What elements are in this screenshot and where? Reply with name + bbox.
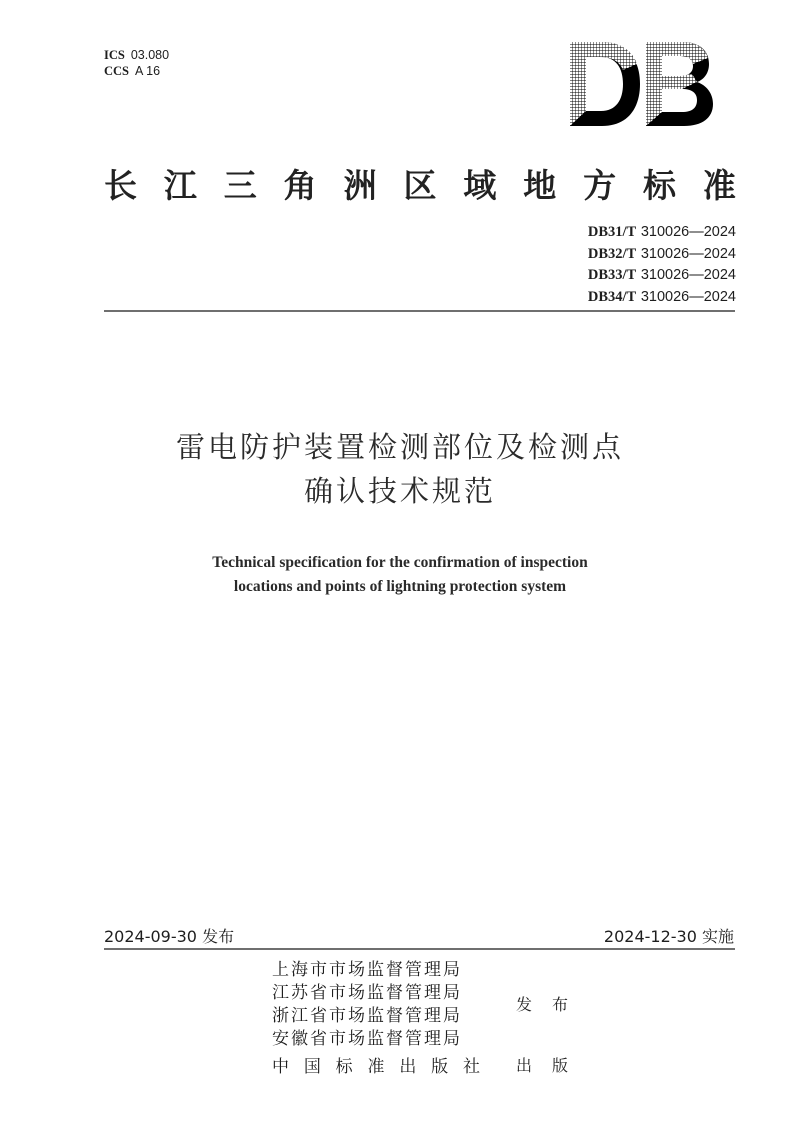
ccs-code: CCS A 16 xyxy=(104,64,161,78)
label-char: 出 xyxy=(516,1056,533,1075)
implementation-date: 2024-12-30 实施 xyxy=(603,927,734,946)
standard-numbers xyxy=(588,222,736,308)
standard-number: DB31/T 310026—2024 xyxy=(587,224,736,240)
chinese-title-line: 雷电防护装置检测部位及检测点 xyxy=(175,430,624,464)
issuer: 安徽省市场监督管理局 xyxy=(272,1029,462,1049)
standard-number: DB33/T 310026—2024 xyxy=(587,267,736,283)
title-char: 长 xyxy=(104,166,137,205)
title-char: 准 xyxy=(702,166,736,205)
title-char: 三 xyxy=(223,166,257,205)
label-char: 布 xyxy=(551,995,568,1014)
issuing-authorities xyxy=(272,959,462,1051)
chinese-title xyxy=(0,425,800,513)
title-char: 角 xyxy=(283,166,317,205)
issuer: 江苏省市场监督管理局 xyxy=(272,983,462,1003)
title-char: 标 xyxy=(643,166,677,205)
publish-label xyxy=(516,1053,568,1076)
publisher-char: 版 xyxy=(431,1057,449,1077)
ics-code: ICS 03.080 xyxy=(104,48,170,62)
issue-label xyxy=(516,992,568,1015)
label-char: 版 xyxy=(551,1056,568,1075)
issuer: 浙江省市场监督管理局 xyxy=(272,1006,462,1026)
publisher-char: 标 xyxy=(335,1057,353,1077)
top-divider xyxy=(104,310,735,312)
bottom-divider xyxy=(104,948,735,950)
standard-number: DB32/T 310026—2024 xyxy=(587,245,736,262)
publisher xyxy=(272,1052,480,1077)
english-title xyxy=(0,551,800,599)
main-title xyxy=(104,160,736,207)
publisher-char: 国 xyxy=(303,1057,321,1077)
publisher-char: 出 xyxy=(399,1057,417,1077)
english-title-line: Technical specification for the confirmation of inspection xyxy=(212,554,588,571)
title-char: 域 xyxy=(463,166,497,205)
issuer: 上海市市场监督管理局 xyxy=(272,960,462,980)
classification-codes xyxy=(104,47,169,79)
chinese-title-line: 确认技术规范 xyxy=(303,474,496,508)
label-char: 发 xyxy=(516,995,533,1014)
publisher-char: 中 xyxy=(272,1057,289,1077)
issue-date: 2024-09-30 发布 xyxy=(104,927,235,946)
title-char: 洲 xyxy=(343,166,377,205)
title-char: 地 xyxy=(523,166,557,205)
publisher-char: 社 xyxy=(462,1057,480,1077)
english-title-line: locations and points of lightning protection system xyxy=(233,578,567,595)
db-logo-icon xyxy=(566,38,716,130)
publisher-char: 准 xyxy=(367,1057,385,1077)
title-char: 区 xyxy=(403,166,437,205)
standard-number: DB34/T 310026—2024 xyxy=(587,288,736,305)
title-char: 方 xyxy=(583,166,617,205)
title-char: 江 xyxy=(163,166,197,205)
